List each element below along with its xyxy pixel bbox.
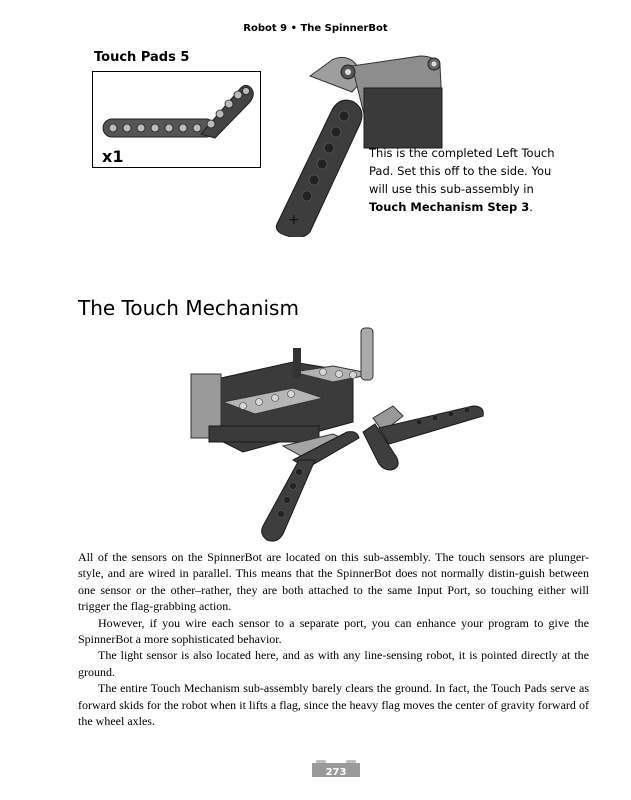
step-caption (369, 144, 569, 216)
body-paragraph: All of the sensors on the SpinnerBot are located on this sub-assembly. The touch sensors are plunger-style, and are wired in parallel. This means that the SpinnerBot does not normally distin-guish between one sensor or the other–rather, they are both attached to the same Input Port, so touching either will trigger the flag-grabbing action. (78, 550, 589, 614)
parts-list-box (92, 71, 261, 168)
svg-text:+: + (288, 212, 300, 228)
caption-text: This is the completed Left Touch Pad. Set this off to the side. You will use this sub-assembly in (369, 146, 555, 196)
caption-end: . (529, 200, 533, 214)
body-paragraph: The light sensor is also located here, and as with any line-sensing robot, it is pointed directly at the ground. (78, 648, 589, 679)
parts-quantity: x1 (102, 147, 124, 166)
touch-mechanism-illustration (183, 322, 503, 547)
section-heading: The Touch Mechanism (78, 296, 299, 320)
caption-step-reference: Touch Mechanism Step 3 (369, 200, 530, 214)
body-text (78, 549, 589, 729)
parts-list-title: Touch Pads 5 (94, 50, 190, 65)
body-paragraph: However, if you wire each sensor to a separate port, you can enhance your program to give the SpinnerBot a more sophisticated behavior. (78, 615, 589, 647)
running-head: Robot 9 • The SpinnerBot (243, 23, 388, 34)
page-number: 273 (325, 767, 347, 778)
body-paragraph: The entire Touch Mechanism sub-assembly barely clears the ground. In fact, the Touch Pads serve as forward skids for the robot when it lifts a flag, since the heavy flag moves the center of gravity forward of the wheel axles. (78, 681, 589, 729)
